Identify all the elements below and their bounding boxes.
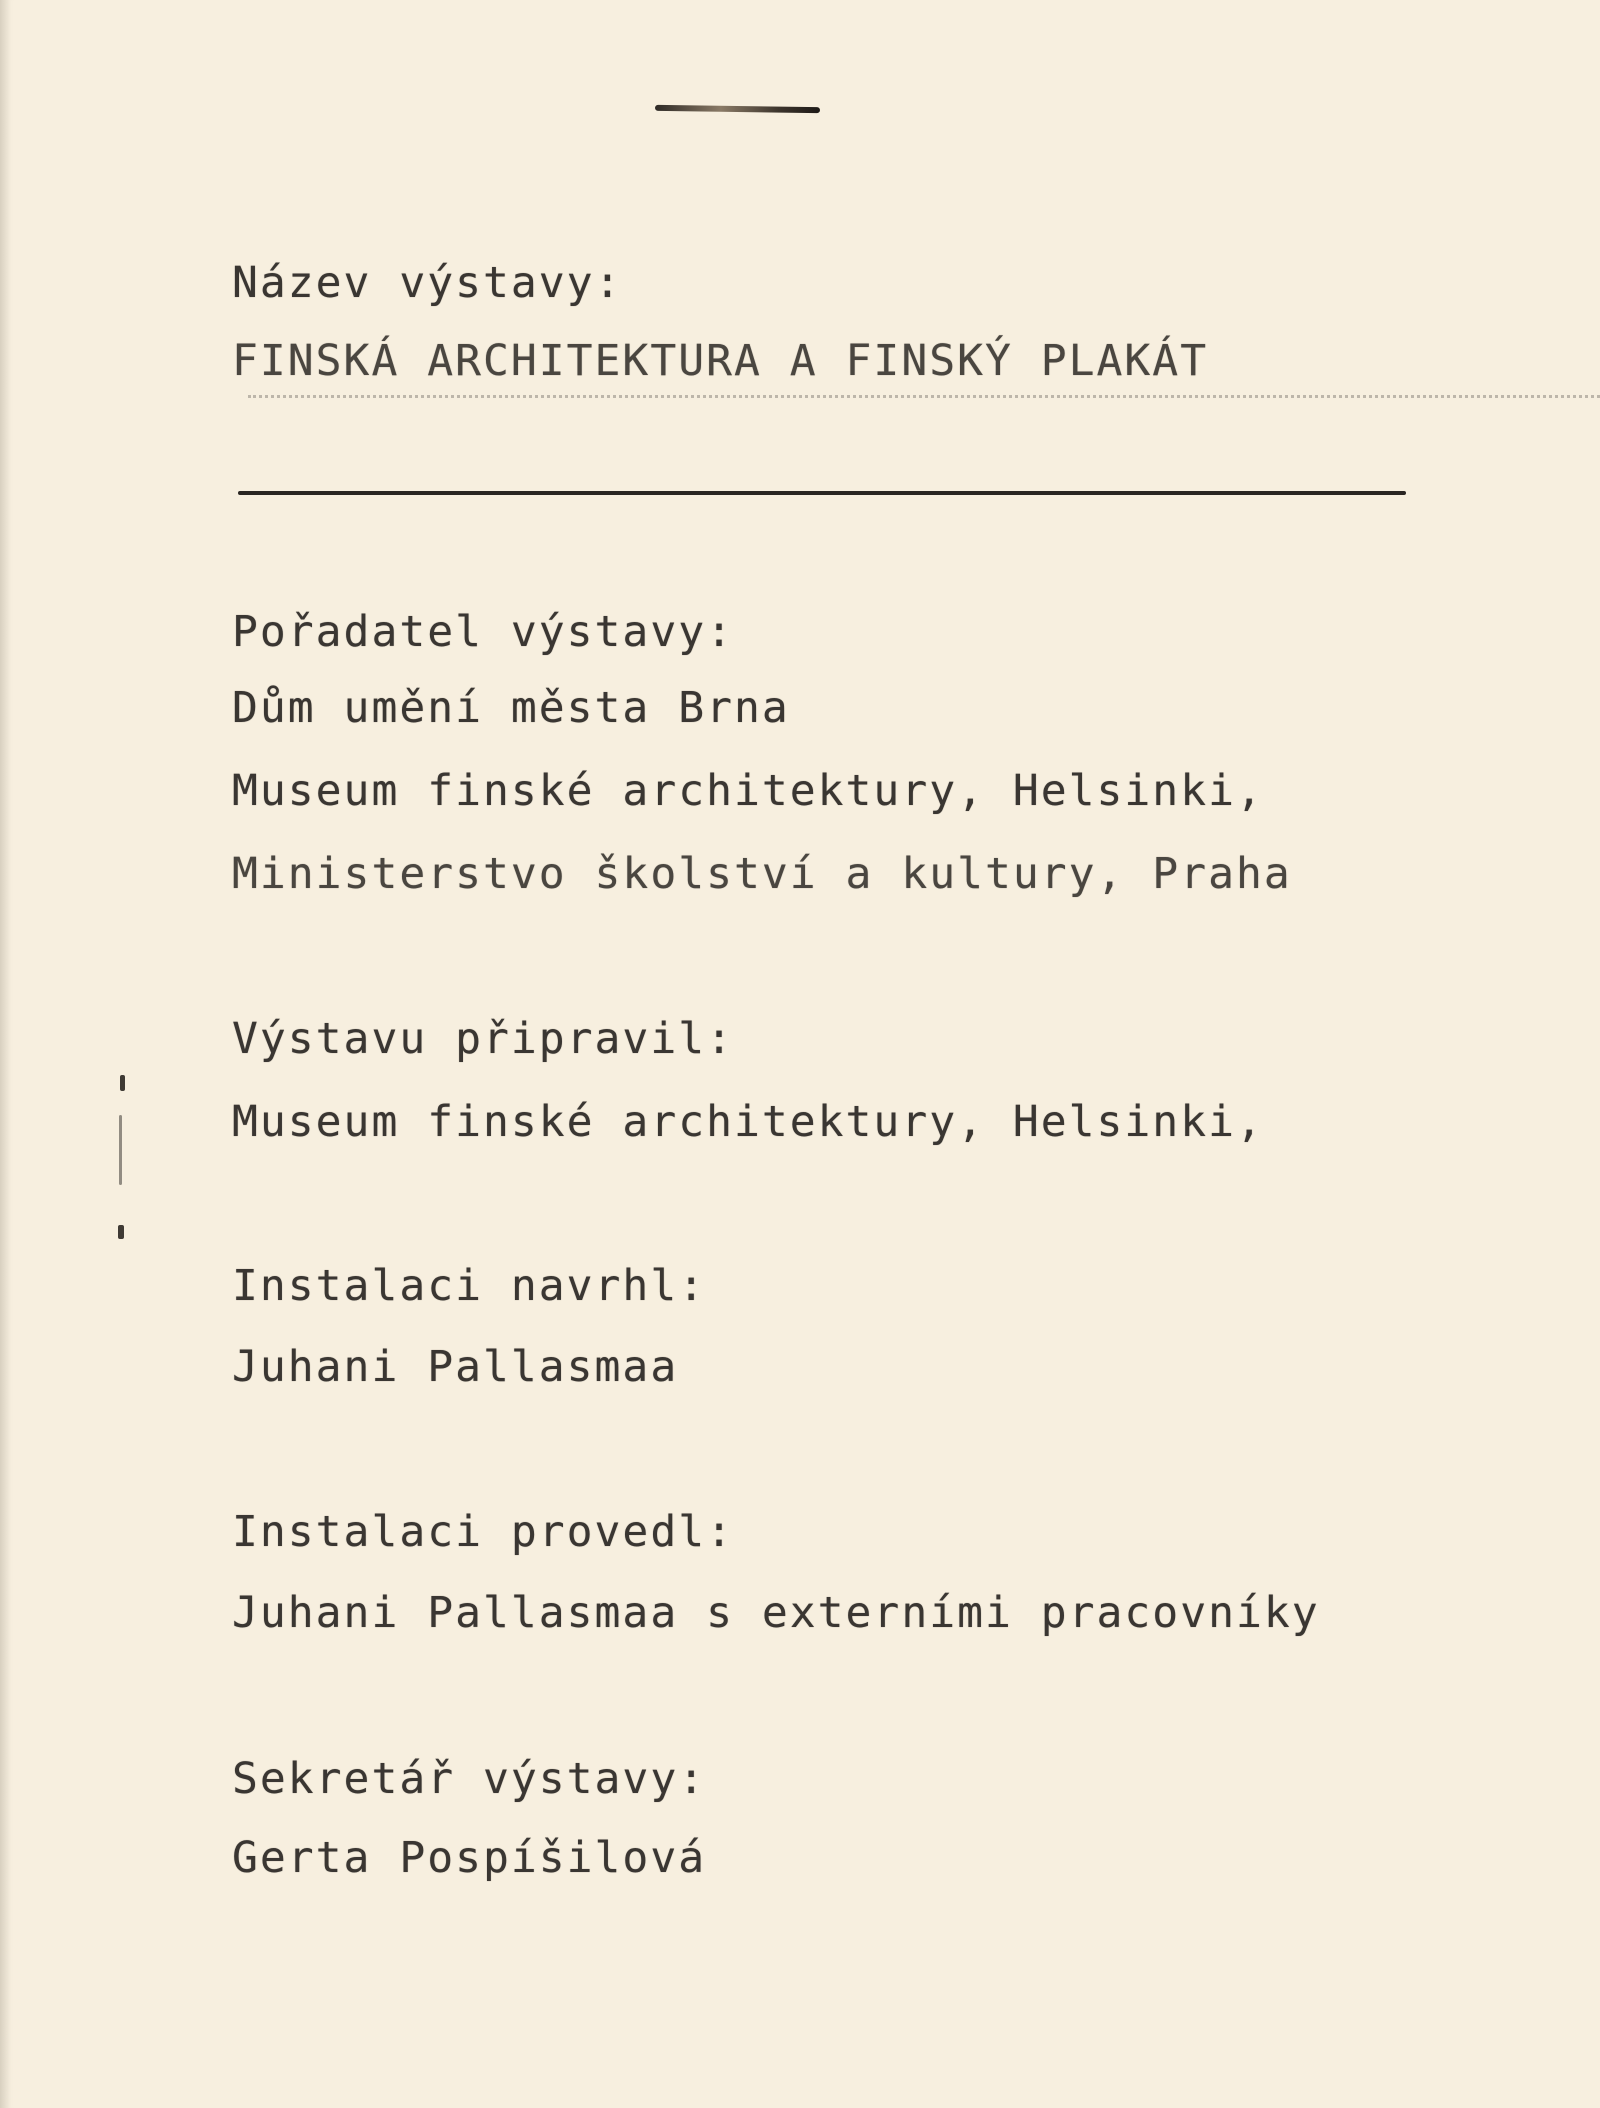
organizer-item: Museum finské architektury, Helsinki,	[232, 766, 1264, 816]
exhibition-title: FINSKÁ ARCHITEKTURA A FINSKÝ PLAKÁT	[232, 336, 1209, 386]
executed-value: Juhani Pallasmaa s externími pracovníky	[232, 1588, 1320, 1638]
typed-dash-mark	[655, 105, 820, 113]
prepared-label: Výstavu připravil:	[232, 1014, 734, 1064]
organizer-item: Ministerstvo školství a kultury, Praha	[232, 849, 1292, 899]
designed-value: Juhani Pallasmaa	[232, 1342, 679, 1392]
secretary-value: Gerta Pospíšilová	[232, 1833, 707, 1883]
prepared-value: Museum finské architektury, Helsinki,	[232, 1097, 1264, 1147]
secretary-label: Sekretář výstavy:	[232, 1754, 707, 1804]
designed-label: Instalaci navrhl:	[232, 1261, 707, 1311]
organizer-item: Dům umění města Brna	[232, 683, 790, 733]
horizontal-rule	[238, 491, 1406, 495]
executed-label: Instalaci provedl:	[232, 1507, 734, 1557]
exhibition-title-label: Název výstavy:	[232, 258, 623, 308]
paper-edge	[0, 0, 10, 2108]
dotted-underline	[248, 395, 1600, 398]
organizer-label: Pořadatel výstavy:	[232, 607, 734, 657]
margin-pen-mark	[118, 1075, 126, 1240]
